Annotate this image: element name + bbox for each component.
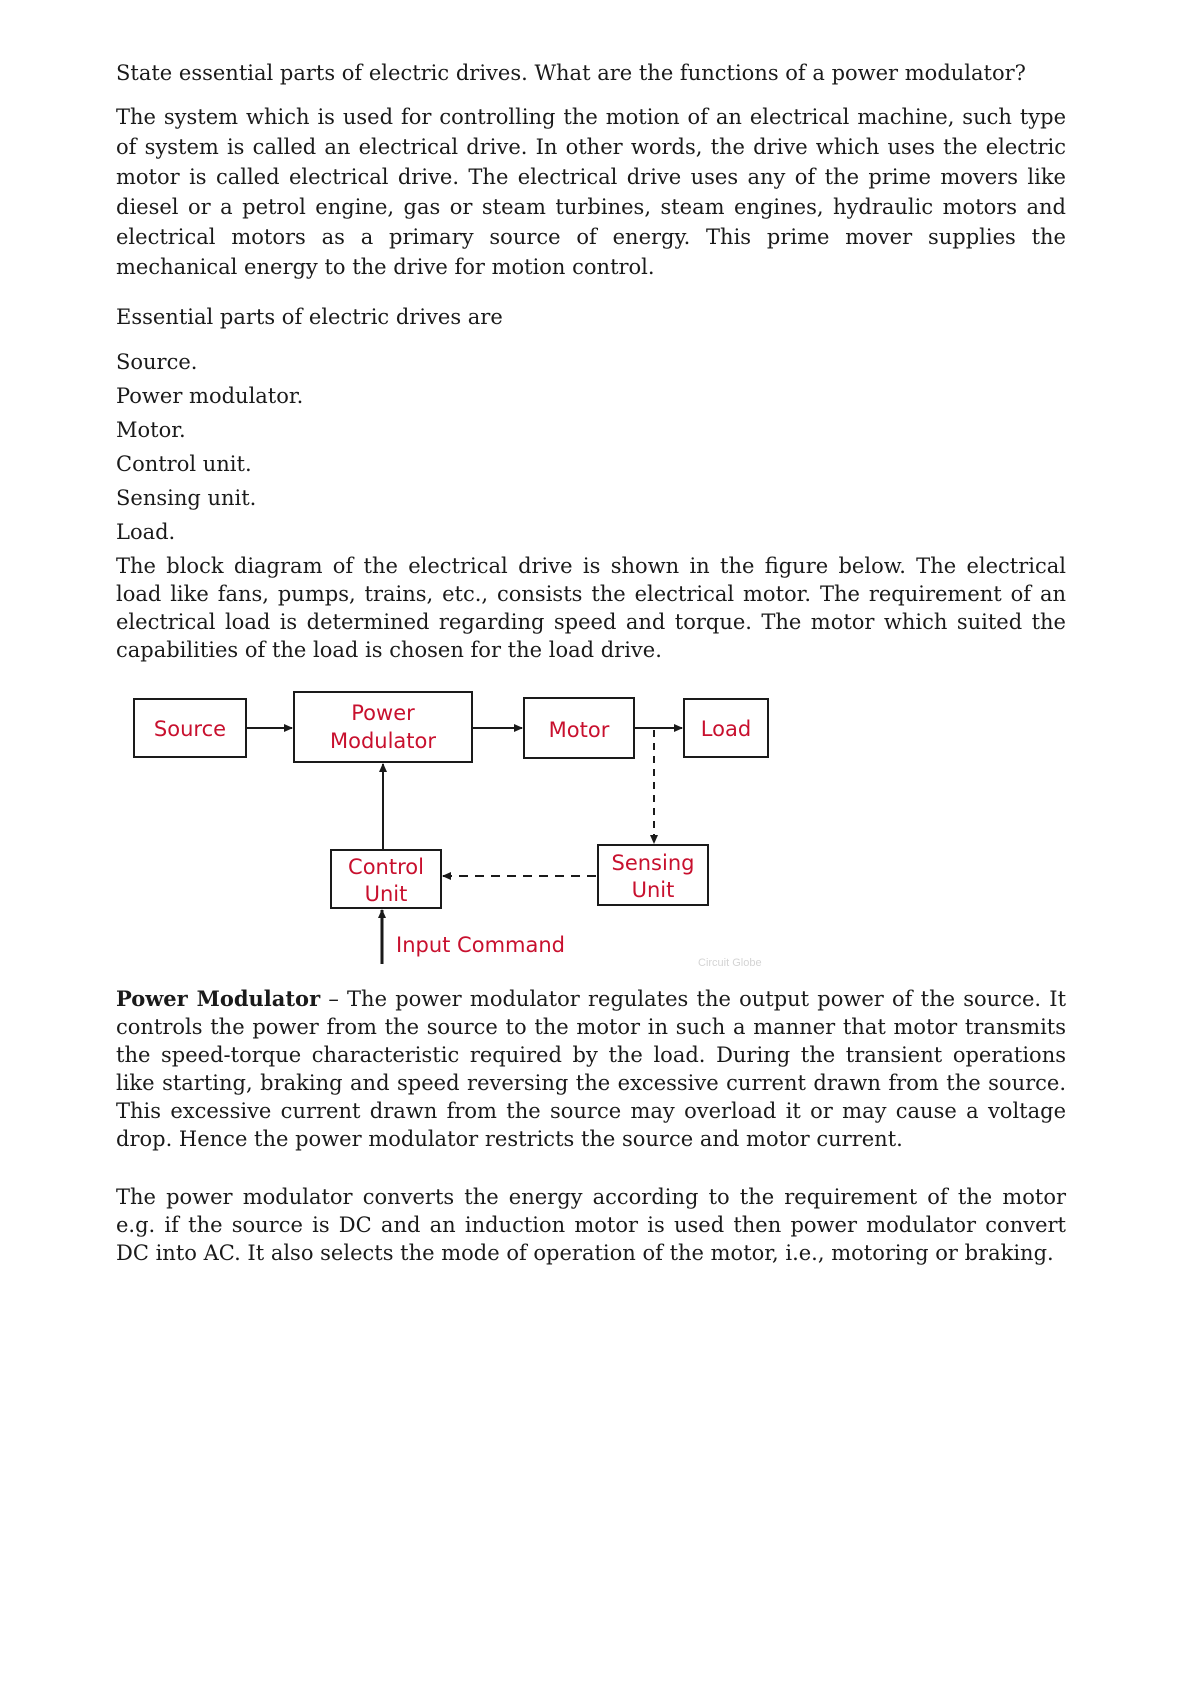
source-label: Source <box>153 717 227 741</box>
input-command-label: Input Command <box>396 933 565 957</box>
watermark: Circuit Globe <box>698 957 762 969</box>
power-modulator-label-line1: Power <box>351 701 415 725</box>
parts-list <box>116 345 1066 549</box>
list-item: Motor. <box>116 418 186 442</box>
power-modulator-description: – The power modulator regulates the output power of the source. It controls the power from the source to the motor in such a manner that motor transmits the speed-torque characteristic required by the load. During the transient operations like starting, braking and speed reversing the excessive current drawn from the source. This excessive current drawn from the source may overload it or may cause a voltage drop. Hence the power modulator restricts the source and motor current. <box>116 987 1067 1151</box>
load-label: Load <box>700 717 752 741</box>
control-unit-label-line1: Control <box>348 855 424 879</box>
list-item: Power modulator. <box>116 384 304 408</box>
motor-label: Motor <box>548 718 610 742</box>
list-item: Sensing unit. <box>116 486 257 510</box>
question-heading: State essential parts of electric drives. What are the functions of a power modulator? <box>116 61 1026 85</box>
block-diagram-paragraph: The block diagram of the electrical drive is shown in the figure below. The electrical load like fans, pumps, trains, etc., consists the electrical motor. The requirement of an electrical load is determined regarding speed and torque. The motor which suited the capabilities of the load is chosen for the load drive. <box>116 554 1066 662</box>
control-unit-label-line2: Unit <box>364 882 408 906</box>
conversion-paragraph: The power modulator converts the energy according to the requirement of the motor e.g. if the source is DC and an induction motor is used then power modulator convert DC into AC. It also selects the mode of operation of the motor, i.e., motoring or braking. <box>116 1185 1066 1265</box>
list-item: Control unit. <box>116 452 252 476</box>
power-modulator-paragraph <box>116 985 1066 1153</box>
list-item: Source. <box>116 350 198 374</box>
power-modulator-label-line2: Modulator <box>329 729 437 753</box>
intro-paragraph: The system which is used for controlling the motion of an electrical machine, such type of system is called an electrical drive. In other words, the drive which uses the electric motor is called electrical drive. The electrical drive uses any of the prime movers like diesel or a petrol engine, gas or steam turbines, steam engines, hydraulic motors and electrical motors as a primary source of energy. This prime mover supplies the mechanical energy to the drive for motion control. <box>116 105 1066 279</box>
sensing-unit-label-line1: Sensing <box>611 851 695 875</box>
sensing-unit-label-line2: Unit <box>631 878 675 902</box>
power-modulator-term: Power Modulator <box>116 986 321 1011</box>
parts-heading: Essential parts of electric drives are <box>116 305 503 329</box>
electric-drive-block-diagram <box>120 682 820 972</box>
list-item: Load. <box>116 520 176 544</box>
